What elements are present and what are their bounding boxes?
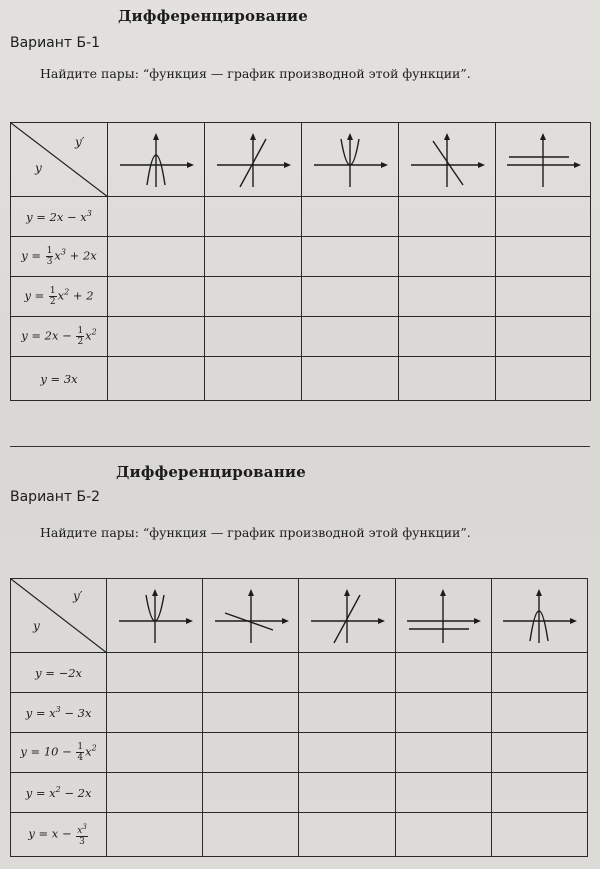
function-header: y (33, 619, 40, 633)
answer-cell[interactable] (107, 813, 203, 857)
header-corner-cell (11, 579, 107, 653)
formula-part: y = (21, 248, 45, 263)
answer-cell[interactable] (205, 357, 302, 401)
function-header: y (35, 161, 42, 175)
formula-part: y = −2x (35, 665, 83, 680)
answer-cell[interactable] (496, 277, 591, 317)
formula-part: y = x (25, 705, 56, 720)
formula-part: 3 (82, 823, 87, 831)
derivative-graph-3 (302, 123, 399, 197)
matching-table-2 (10, 578, 588, 857)
line-horizontal-above-graph-icon (503, 131, 583, 189)
formula-part: 1 (46, 246, 53, 256)
answer-cell[interactable] (395, 733, 491, 773)
answer-cell[interactable] (203, 733, 299, 773)
line-decreasing-graph-icon (407, 131, 487, 189)
function-row-label (11, 733, 107, 773)
formula-part: + 2 (69, 288, 94, 303)
answer-cell[interactable] (107, 773, 203, 813)
header-corner-cell (11, 123, 108, 197)
fraction (76, 822, 88, 847)
answer-cell[interactable] (108, 237, 205, 277)
answer-cell[interactable] (107, 653, 203, 693)
derivative-graph-2 (205, 123, 302, 197)
formula-part: y = x (25, 785, 56, 800)
section-title-2: Дифференцирование (116, 463, 306, 481)
answer-cell[interactable] (302, 237, 399, 277)
function-row-label (11, 693, 107, 733)
formula-part: 2 (91, 327, 97, 337)
formula-part: y = 2x − x (26, 209, 87, 224)
answer-cell[interactable] (395, 773, 491, 813)
formula-part: x (85, 744, 92, 759)
line-decreasing-gentle-graph-icon (211, 587, 291, 645)
formula-part: + 2x (66, 248, 97, 263)
derivative-graph-1 (107, 579, 203, 653)
answer-cell[interactable] (491, 653, 587, 693)
answer-cell[interactable] (108, 197, 205, 237)
formula-part: 1 (49, 286, 56, 296)
answer-cell[interactable] (205, 237, 302, 277)
answer-cell[interactable] (299, 653, 395, 693)
answer-cell[interactable] (399, 357, 496, 401)
function-row-label (11, 773, 107, 813)
formula-part: 3 (46, 257, 53, 267)
formula-part: 3 (79, 837, 85, 847)
answer-cell[interactable] (107, 693, 203, 733)
formula-part: 2 (64, 287, 70, 297)
function-row-label (11, 317, 108, 357)
section-divider (10, 446, 590, 447)
fraction (49, 286, 57, 307)
formula-part: 1 (77, 326, 84, 336)
derivative-graph-3 (299, 579, 395, 653)
answer-cell[interactable] (299, 773, 395, 813)
answer-cell[interactable] (395, 813, 491, 857)
formula-part: y = x − (28, 826, 76, 841)
answer-cell[interactable] (399, 237, 496, 277)
derivative-graph-4 (399, 123, 496, 197)
line-increasing-graph-icon (213, 131, 293, 189)
derivative-header: y′ (75, 135, 85, 149)
formula-part: 2 (91, 743, 97, 753)
answer-cell[interactable] (205, 317, 302, 357)
formula-part: y = 10 − (20, 744, 76, 759)
formula-part: y = (24, 288, 48, 303)
line-increasing-graph-icon (307, 587, 387, 645)
answer-cell[interactable] (203, 813, 299, 857)
answer-cell[interactable] (205, 277, 302, 317)
fraction (76, 742, 84, 763)
answer-cell[interactable] (496, 317, 591, 357)
instruction-2: Найдите пары: “функция — график производной этой функции”. (40, 525, 471, 540)
parabola-down-small-graph-icon (499, 587, 579, 645)
formula-part: 3 (86, 209, 92, 219)
answer-cell[interactable] (491, 693, 587, 733)
variant-label-2: Вариант Б-2 (10, 489, 101, 505)
function-row-label (11, 197, 108, 237)
formula-part: 2 (49, 297, 56, 307)
answer-cell[interactable] (302, 277, 399, 317)
fraction (76, 326, 84, 347)
answer-cell[interactable] (108, 277, 205, 317)
answer-cell[interactable] (399, 197, 496, 237)
answer-cell[interactable] (496, 237, 591, 277)
formula-part: y = 3x (40, 371, 78, 386)
answer-cell[interactable] (205, 197, 302, 237)
variant-label-1: Вариант Б-1 (10, 35, 101, 51)
parabola-up-graph-icon (310, 131, 390, 189)
answer-cell[interactable] (299, 813, 395, 857)
formula-part: 3 (60, 247, 67, 257)
function-row-label (11, 277, 108, 317)
answer-cell[interactable] (496, 357, 591, 401)
answer-cell[interactable] (107, 733, 203, 773)
derivative-graph-4 (395, 579, 491, 653)
answer-cell[interactable] (302, 357, 399, 401)
answer-cell[interactable] (399, 277, 496, 317)
answer-cell[interactable] (203, 653, 299, 693)
formula-part: − 3x (60, 705, 92, 720)
derivative-graph-2 (203, 579, 299, 653)
formula-part: x (54, 248, 61, 263)
derivative-graph-5 (496, 123, 591, 197)
answer-cell[interactable] (491, 773, 587, 813)
formula-part: x (85, 328, 92, 343)
formula-part: 3 (55, 705, 61, 715)
parabola-up-graph-icon (115, 587, 195, 645)
function-row-label (11, 813, 107, 857)
derivative-graph-5 (491, 579, 587, 653)
answer-cell[interactable] (491, 813, 587, 857)
answer-cell[interactable] (108, 317, 205, 357)
parabola-down-small-graph-icon (116, 131, 196, 189)
function-row-label (11, 357, 108, 401)
answer-cell[interactable] (299, 693, 395, 733)
formula-part: $x^3$ (77, 823, 87, 836)
answer-cell[interactable] (395, 693, 491, 733)
answer-cell[interactable] (496, 197, 591, 237)
formula-part: 4 (77, 753, 84, 763)
formula-part: 2 (77, 337, 84, 347)
answer-cell[interactable] (203, 693, 299, 733)
answer-cell[interactable] (302, 197, 399, 237)
answer-cell[interactable] (395, 653, 491, 693)
answer-cell[interactable] (302, 317, 399, 357)
function-row-label (11, 237, 108, 277)
formula-part: 1 (77, 742, 84, 752)
derivative-graph-1 (108, 123, 205, 197)
matching-table-1 (10, 122, 591, 401)
answer-cell[interactable] (203, 773, 299, 813)
derivative-header: y′ (73, 589, 83, 603)
section-title-1: Дифференцирование (118, 7, 308, 25)
formula-part: 2 (55, 785, 61, 795)
answer-cell[interactable] (108, 357, 205, 401)
line-horizontal-below-graph-icon (403, 587, 483, 645)
formula-part: x (57, 288, 65, 303)
answer-cell[interactable] (399, 317, 496, 357)
formula-part: y = 2x − (21, 328, 76, 343)
answer-cell[interactable] (491, 733, 587, 773)
function-row-label (11, 653, 107, 693)
formula-part: − 2x (60, 785, 92, 800)
fraction (46, 246, 54, 267)
answer-cell[interactable] (299, 733, 395, 773)
instruction-1: Найдите пары: “функция — график производной этой функции”. (40, 66, 471, 81)
